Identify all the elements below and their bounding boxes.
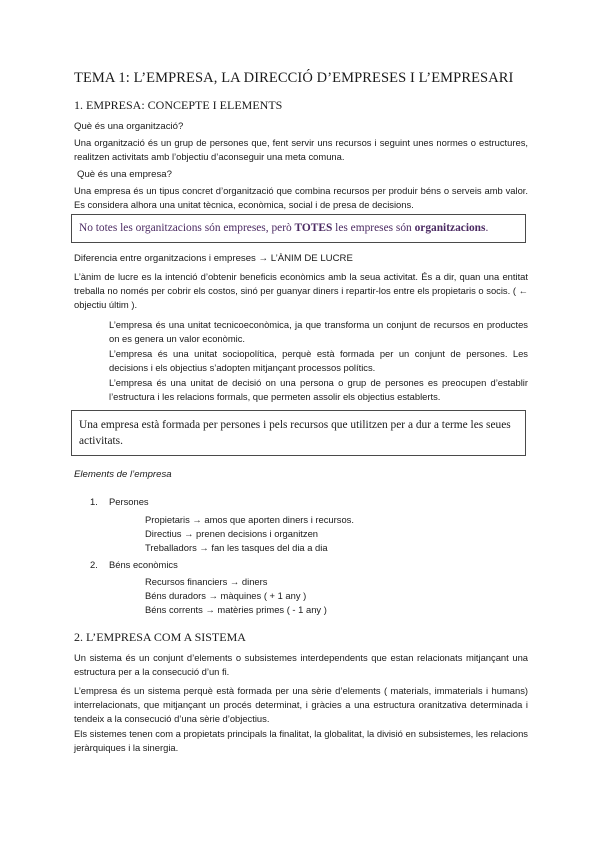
box1-text-3: . xyxy=(485,222,489,234)
elements-heading: Elements de l’empresa xyxy=(74,469,172,480)
list-item-bens-economics: Béns econòmics xyxy=(109,559,178,570)
paragraph-propietats: Els sistemes tenen com a propietats principals la finalitat, la globalitat, la divisió en subsistemes, les relacions jeràrquiques i la sinergia. xyxy=(74,728,528,754)
highlight-box-empresa: Una empresa està formada per persones i pels recursos que utilitzen per a dur a terme les seues activitats. xyxy=(71,410,526,456)
page-title: TEMA 1: L’EMPRESA, LA DIRECCIÓ D’EMPRESES I L’EMPRESARI xyxy=(74,70,514,86)
list-number-1: 1. xyxy=(90,496,98,507)
box1-bold-organitzacions: organitzacions xyxy=(414,222,486,234)
paragraph-sistema: Un sistema és un conjunt d’elements o subsistemes interdependents que estan relacionats mitjançant una estructura per a la consecució d’un fi. xyxy=(74,652,528,678)
sub-item-treballadors: Treballadors → fan les tasques del dia a dia xyxy=(145,542,328,553)
highlight-box-organitzacions xyxy=(71,214,526,243)
paragraph-empresa: Una empresa és un tipus concret d’organització que combina recursos per produir béns o serveis amb valor. Es considera alhora una unitat tècnica, econòmica, social i de presa de decisions. xyxy=(74,185,528,211)
list-number-2: 2. xyxy=(90,559,98,570)
question-organitzacio: Què és una organització? xyxy=(74,121,184,132)
paragraph-empresa-sistema: L’empresa és un sistema perquè està formada per una sèrie d’elements ( materials, immaterials i humans) interrelacionats, que mitjançant un procés determinat, i gràcies a una estructura oranitzativa determinada i tendeix a la consecució d’una sèrie d’objectius. xyxy=(74,685,528,725)
sub-item-recursos-financers: Recursos financiers → diners xyxy=(145,576,268,587)
section-heading-2: 2. L’EMPRESA COM A SISTEMA xyxy=(74,630,246,644)
paragraph-organitzacio: Una organització és un grup de persones que, fent servir uns recursos i seguint unes normes o estructures, realitzen activitats amb l’objectiu d’aconseguir una meta comuna. xyxy=(74,137,528,163)
paragraph-tecnicoeconomica: L’empresa és una unitat tecnicoeconòmica, ja que transforma un conjunt de recursos en productes on es genera un valor econòmic. xyxy=(109,319,528,344)
box1-text: No totes les organitzacions són empreses, però xyxy=(79,222,295,234)
question-empresa: Què és una empresa? xyxy=(77,169,172,180)
paragraph-anim-de-lucre: L’ànim de lucre es la intenció d’obtenir beneficis econòmics amb la seua activitat. És a dir, quan una entitat treballa no només per cobrir els costos, sinó per guanyar diners i repartir-los entre els propietaris o socis. ( ← objectiu últim ). xyxy=(74,271,528,311)
list-item-persones: Persones xyxy=(109,496,149,507)
paragraph-sociopolitica: L’empresa és una unitat sociopolítica, perquè està formada per un conjunt de persones. Les decisions i els objectius s’adopten mitjançant processos polítics. xyxy=(109,348,528,373)
sub-item-bens-corrents: Béns corrents → matèries primes ( - 1 any ) xyxy=(145,604,327,615)
box1-bold-totes: TOTES xyxy=(294,222,333,234)
sub-item-directius: Directius → prenen decisions i organitzen xyxy=(145,528,319,539)
sub-item-propietaris: Propietaris → amos que aporten diners i recursos. xyxy=(145,514,354,525)
sub-item-bens-duradors: Béns duradors → màquines ( + 1 any ) xyxy=(145,590,307,601)
box1-text-2: les empreses són xyxy=(332,222,415,234)
paragraph-decisio: L’empresa és una unitat de decisió on una persona o grup de persones es preocupen d’establir l’estructura i les relacions formals, que permeten assolir els objectius establerts. xyxy=(109,377,528,402)
section-heading-1: 1. EMPRESA: CONCEPTE I ELEMENTS xyxy=(74,98,283,112)
diff-heading: Diferencia entre organitzacions i empreses → L’ÀNIM DE LUCRE xyxy=(74,253,353,264)
